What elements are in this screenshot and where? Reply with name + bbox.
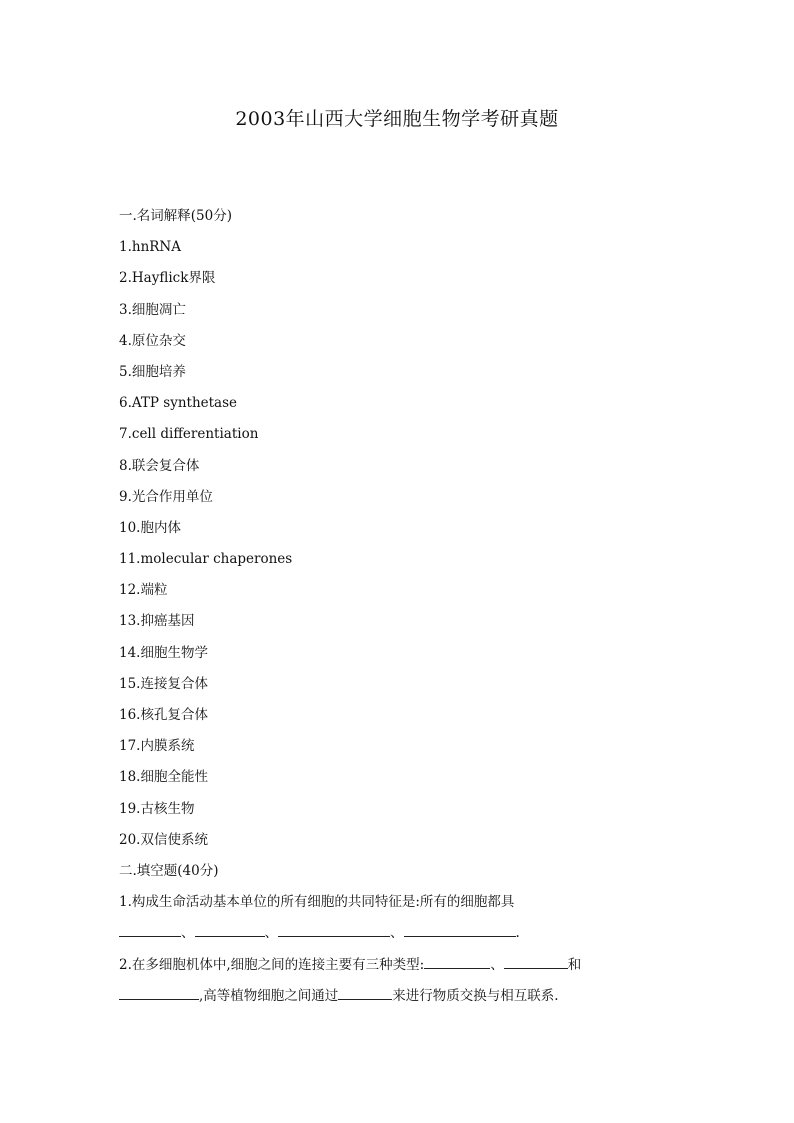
term-item: 2.Hayflick界限	[119, 270, 216, 287]
term-item: 8.联会复合体	[119, 457, 200, 474]
period: .	[515, 925, 520, 942]
section-heading: 二.填空题(40分)	[119, 862, 219, 879]
separator: 、	[390, 925, 404, 942]
term-item: 20.双信使系统	[119, 831, 208, 848]
answer-blank[interactable]	[338, 985, 392, 1000]
answer-blank[interactable]	[195, 922, 265, 937]
answer-blank[interactable]	[119, 922, 181, 937]
fill-question-2-line-1	[119, 954, 719, 985]
term-item: 14.细胞生物学	[119, 644, 208, 661]
term-item: 15.连接复合体	[119, 675, 208, 692]
separator: 、	[490, 956, 504, 973]
term-item: 4.原位杂交	[119, 332, 186, 349]
term-item: 7.cell differentiation	[119, 426, 259, 443]
document-body	[119, 205, 719, 1016]
fill-question-1-text: 1.构成生命活动基本单位的所有细胞的共同特征是:所有的细胞都具	[119, 894, 515, 911]
question-text: ,高等植物细胞之间通过	[199, 987, 339, 1004]
term-item: 12.端粒	[119, 582, 168, 599]
question-text: 2.在多细胞机体中,细胞之间的连接主要有三种类型:	[119, 956, 425, 973]
term-item: 3.细胞凋亡	[119, 301, 186, 318]
term-item: 11.molecular chaperones	[119, 551, 293, 568]
document-title: 2003年山西大学细胞生物学考研真题	[235, 108, 559, 130]
section-heading: 一.名词解释(50分)	[119, 208, 233, 224]
answer-blank[interactable]	[119, 985, 199, 1000]
term-item: 19.古核生物	[119, 800, 195, 817]
term-item: 1.hnRNA	[119, 239, 181, 256]
term-item: 16.核孔复合体	[119, 707, 208, 723]
answer-blank[interactable]	[404, 922, 516, 937]
answer-blank[interactable]	[504, 954, 568, 969]
question-text: 来进行物质交换与相互联系.	[392, 987, 559, 1004]
answer-blank[interactable]	[278, 922, 390, 937]
term-item: 18.细胞全能性	[119, 769, 208, 786]
separator: 、	[181, 925, 195, 942]
fill-question-1-blanks	[119, 922, 719, 953]
term-item: 17.内膜系统	[119, 738, 195, 755]
term-item: 5.细胞培养	[119, 363, 186, 380]
term-item: 10.胞内体	[119, 519, 181, 536]
term-item: 6.ATP synthetase	[119, 395, 238, 412]
term-item: 13.抑癌基因	[119, 613, 195, 630]
fill-question-2-line-2	[119, 985, 719, 1016]
answer-blank[interactable]	[424, 954, 490, 969]
term-item: 9.光合作用单位	[119, 488, 213, 505]
separator: 、	[264, 925, 278, 942]
and-text: 和	[567, 956, 582, 973]
